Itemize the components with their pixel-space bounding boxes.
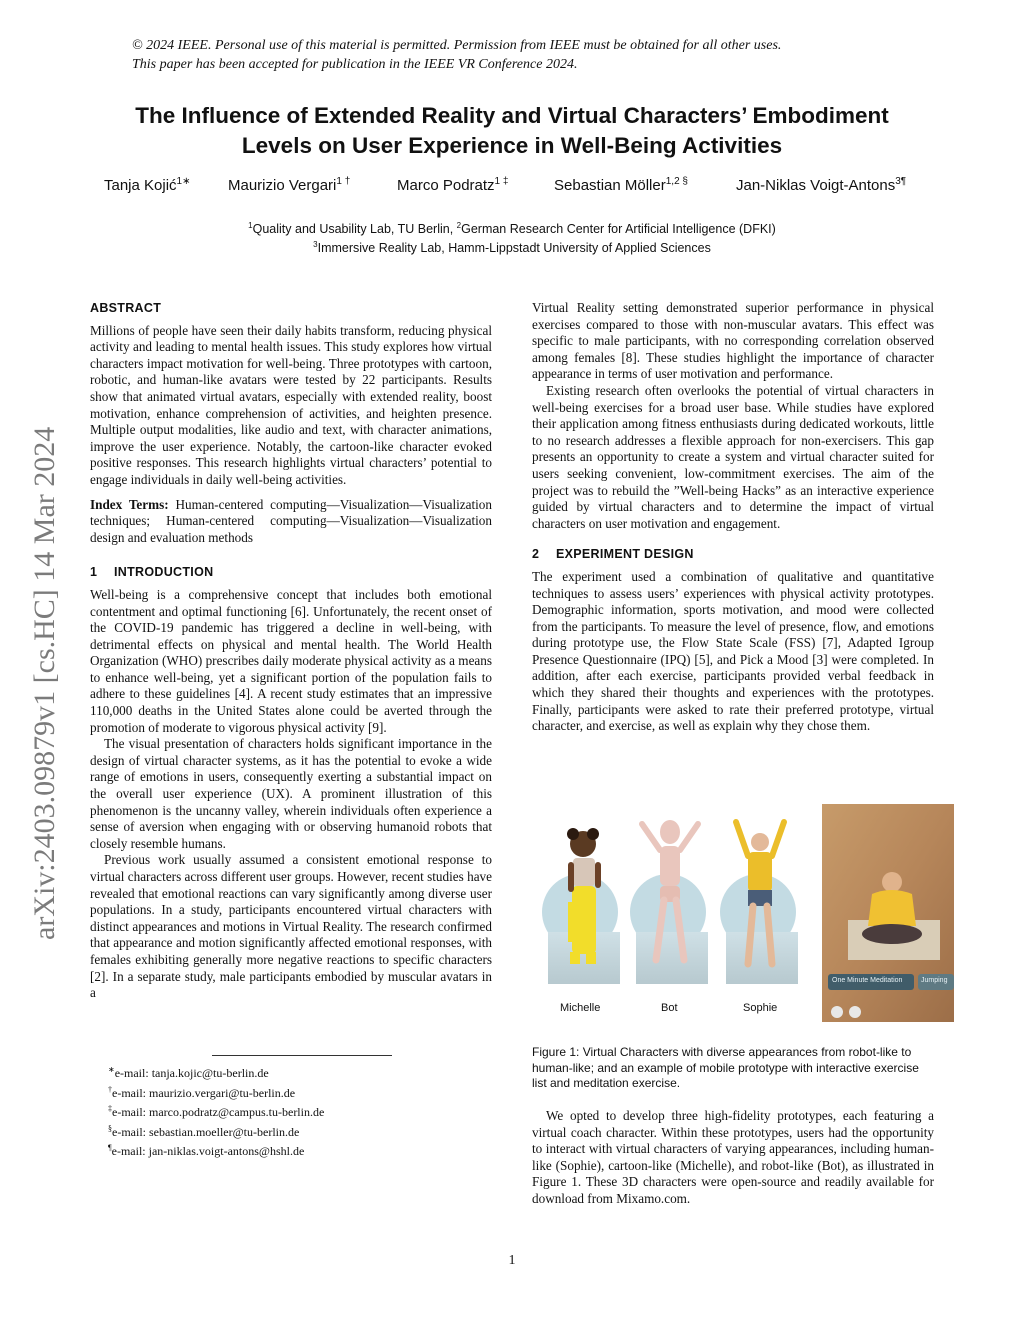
mobile-prototype [822,804,954,1022]
copyright-line: This paper has been accepted for publication in the IEEE VR Conference 2024. [132,57,578,72]
paragraph: We opted to develop three high-fidelity prototypes, each featuring a virtual coach character. Within these prototypes, users had the opportunity to interact with virtual characters of varying appearances, including human-like (Sophie), cartoon-like (Michelle), and robot-like (Bot), as illustrated in Figure 1. These 3D characters were open-source and readily available for download from Mixamo.com. [532,1108,934,1206]
paragraph: Previous work usually assumed a consistent emotional response to virtual characters across different user groups. However, recent studies have revealed that emotional reactions can vary significantly among diverse user populations. In a study, participants encountered virtual characters with distinct appearances and motions in Virtual Reality. The research confirmed that appearance and motion significantly affected emotional responses, with females exhibiting generally more negative reactions to specific characters [2]. In a separate study, male participants embodied by muscular avatars in a [90,852,492,1001]
right-column-top [532,300,934,735]
paragraph: The experiment used a combination of qualitative and quantitative techniques to assess users’ experiences with physical activity prototypes. Demographic information, sports motivation, and mood were collected from the participants. To measure the level of presence, flow, and emotions during prototype use, the Flow State Scale (FSS) [7], Adapted Igroup Presence Questionnaire (IPQ) [5], and Pick a Mood [3] were completed. In addition, after each exercise, participants provided verbal feedback in which they shared their thoughts and experiences with the prototypes. Finally, participants were asked to rate their preferred prototype, virtual character, and exercise, as well as explain why they chose them. [532,568,934,734]
figure-label-sophie: Sophie [743,1002,778,1014]
footnotes [108,1062,324,1160]
author: Marco Podratz$^{1 \ddagger}$ [397,176,509,194]
author: Sebastian Möller$^{1,2 \S}$ [554,176,688,194]
footnote-rule [212,1055,392,1056]
author: Maurizio Vergari$^{1 \dagger}$ [228,176,351,194]
affiliation-line: $^3$Immersive Reality Lab, Hamm-Lippstadt University of Applied Sciences [313,240,711,256]
figure-label-michelle: Michelle [560,1002,601,1014]
figure-label-bot: Bot [661,1002,678,1014]
abstract-text: Millions of people have seen their daily habits transform, reducing physical activity and leading to mental health issues. This study explores how virtual characters impact motivation for well-being. Three prototypes with cartoon, robotic, and human-like avatars were tested by 22 participants. Results show that animated virtual avatars, especially with extended reality, boost motivation, enhance comprehension of activities, and heighten presence. Multiple output modalities, like audio and text, with character animations, improve the user experience. Notably, the cartoon-like character evoked positive responses. This research highlights virtual characters’ potential to engage individuals in daily well-being activities. [90,322,492,487]
figure-illustration [540,802,955,1024]
affiliations [112,218,912,256]
figure-1 [540,802,955,1024]
footnote: ‡e-mail: marco.podratz@campus.tu-berlin.de [108,1104,325,1119]
footnote: †e-mail: maurizio.vergari@tu-berlin.de [108,1084,296,1100]
section-heading: 1 INTRODUCTION [90,565,214,580]
paper-title [60,101,964,161]
copyright-notice [132,36,912,74]
footnote: ∗e-mail: tanja.kojic@tu-berlin.de [108,1065,269,1080]
paragraph: Well-being is a comprehensive concept that includes both emotional contentment and optimal functioning [6]. Unfortunately, the recent onset of the COVID-19 pandemic has triggered a decline in well-being, with detrimental effects on physical and mental health. The World Health Organization (WHO) prescribes daily moderate physical activity as a means to enhance well-being, yet a significant portion of the population fails to adhere to these guidelines [4]. A recent study estimates that an impressive 110,000 deaths in the United States alone could be averted through the promotion of moderate to vigorous physical activity [9]. [90,586,492,735]
section-heading: 2 EXPERIMENT DESIGN [532,547,694,562]
meditation-button-label: One Minute Meditation [832,977,903,984]
arxiv-stamp: arXiv:2403.09879v1 [cs.HC] 14 Mar 2024 [28,426,61,940]
jumping-button-label: Jumping [921,977,948,984]
figure-caption: Figure 1: Virtual Characters with diverse appearances from robot-like to human-like; and an example of mobile prototype with interactive exercise list and meditation exercise. [532,1045,919,1090]
abstract-heading: ABSTRACT [90,301,162,315]
page-number: 1 [508,1253,516,1268]
affiliation-line: $^1$Quality and Usability Lab, TU Berlin, $^2$German Research Center for Artificial Intelligence (DFKI) [248,221,776,237]
author: Jan-Niklas Voigt-Antons$^{3\P}$ [736,176,907,194]
author: Tanja Kojić$^{1∗}$ [104,176,191,194]
index-terms: Index Terms: Human-centered computing—Visualization—Visualization techniques; Human-centered computing—Visualization—Visualization design and evaluation methods [90,496,492,545]
left-column [90,300,492,1002]
right-column-bottom [532,1108,934,1208]
paragraph: Virtual Reality setting demonstrated superior performance in physical exercises compared to those with non-muscular avatars. This effect was specific to male participants, with no corresponding correlation observed among females [8]. These studies highlight the importance of character appearance in terms of user motivation and performance. [532,300,934,382]
title-line: The Influence of Extended Reality and Virtual Characters’ Embodiment [135,103,889,128]
paragraph: The visual presentation of characters holds significant importance in the design of virtual character systems, as it has the potential to evoke a wide range of emotions in users, consequently exerting a substantial impact on the overall user experience (UX). A prominent illustration of this phenomenon is the uncanny valley, wherein individuals often experience a sense of aversion when engaging with or observing humanoid robots that closely resemble humans. [90,736,492,851]
paragraph: Existing research often overlooks the potential of virtual characters in well-being exercises for a broad user base. While studies have explored their application among fitness enthusiasts during dedicated workouts, little to no research addresses a flexible approach for non-exercisers. This gap presents an opportunity to create a system and virtual character suited for users seeking convenient, low-commitment exercises. The aim of the project was to rebuild the ”Well-being Hacks” as an interactive experience guided by virtual characters and to determine the impact of virtual characters on user motivation and engagement. [532,382,934,531]
footnote: ¶e-mail: jan-niklas.voigt-antons@hshl.de [108,1143,305,1158]
copyright-line: © 2024 IEEE. Personal use of this material is permitted. Permission from IEEE must be obtained for all other uses. [132,38,782,53]
title-line: Levels on User Experience in Well-Being Activities [241,133,783,158]
footnote: §e-mail: sebastian.moeller@tu-berlin.de [108,1123,300,1139]
